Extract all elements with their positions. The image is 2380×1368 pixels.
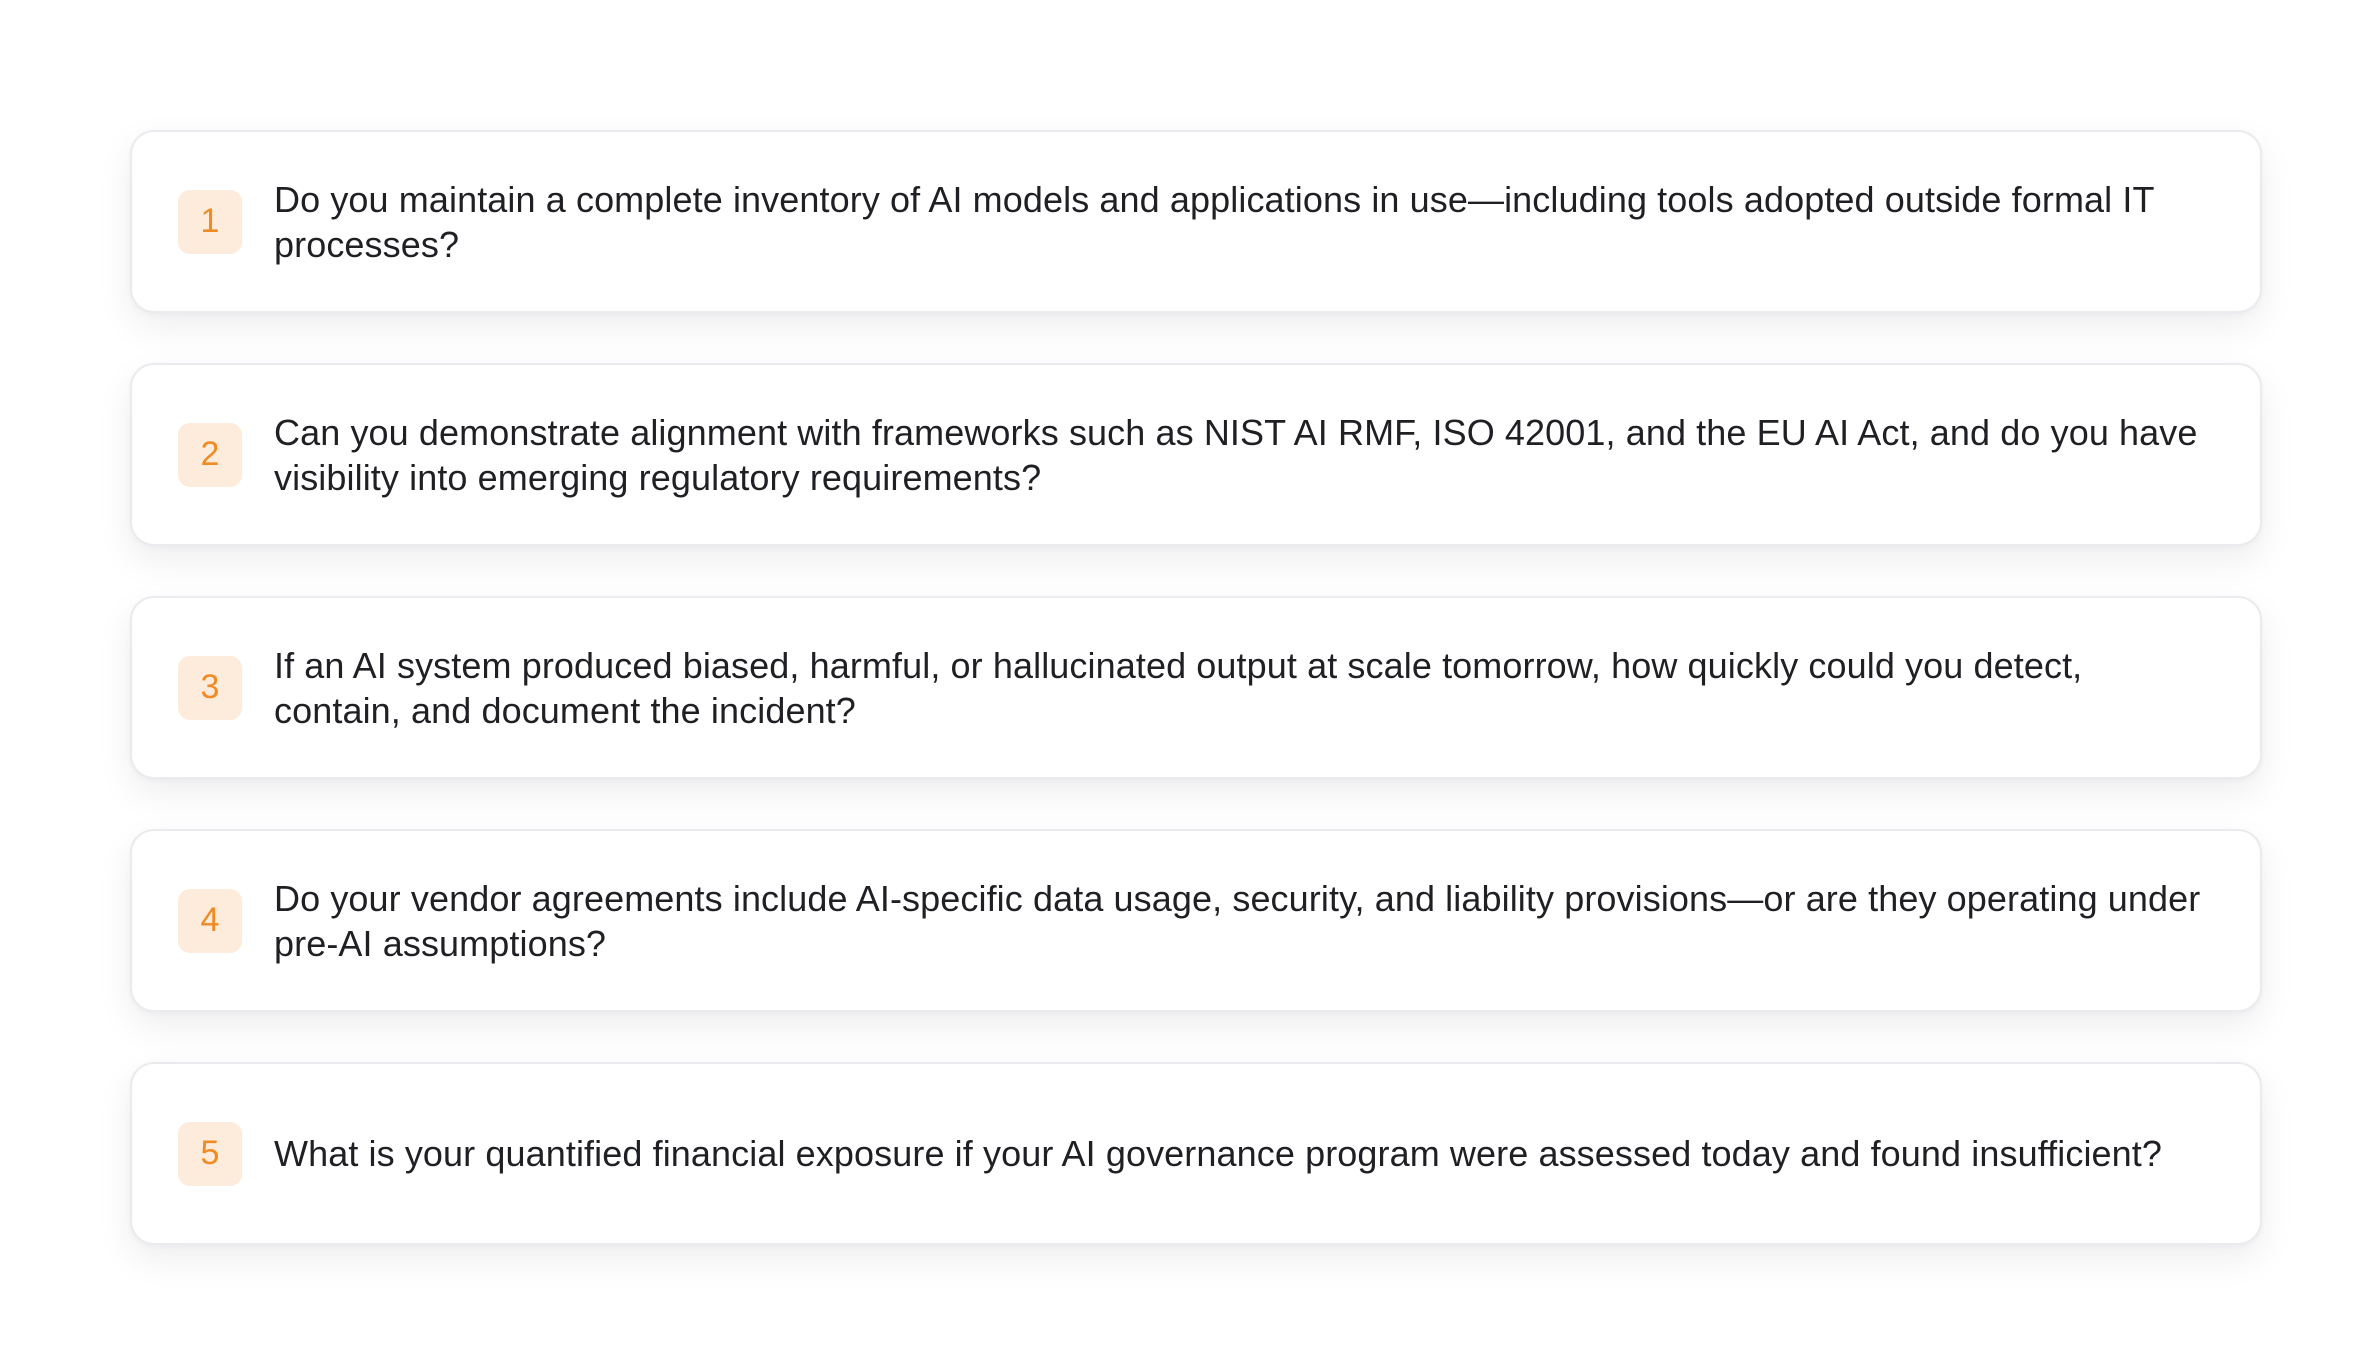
question-number-badge: 1 [178,190,242,254]
question-card-5 [130,1062,2262,1245]
question-number-badge: 5 [178,1122,242,1186]
question-card-2 [130,363,2262,546]
question-text: Do your vendor agreements include AI-specific data usage, security, and liability provisions—or are they operating under pre-AI assumptions? [274,877,2201,964]
question-number-badge: 2 [178,423,242,487]
question-text: If an AI system produced biased, harmful, or hallucinated output at scale tomorrow, how quickly could you detect, contain, and document the incident? [274,644,2083,731]
question-card-1 [130,130,2262,313]
question-text: What is your quantified financial exposure if your AI governance program were assessed today and found insufficient? [274,1133,2163,1174]
question-text: Do you maintain a complete inventory of AI models and applications in use—including tools adopted outside formal IT processes? [274,178,2154,265]
question-card-3 [130,596,2262,779]
question-card-4 [130,829,2262,1012]
question-text: Can you demonstrate alignment with frameworks such as NIST AI RMF, ISO 42001, and the EU AI Act, and do you have visibility into emerging regulatory requirements? [274,411,2198,498]
question-number-badge: 3 [178,656,242,720]
question-number-badge: 4 [178,889,242,953]
question-list [130,130,2262,1245]
